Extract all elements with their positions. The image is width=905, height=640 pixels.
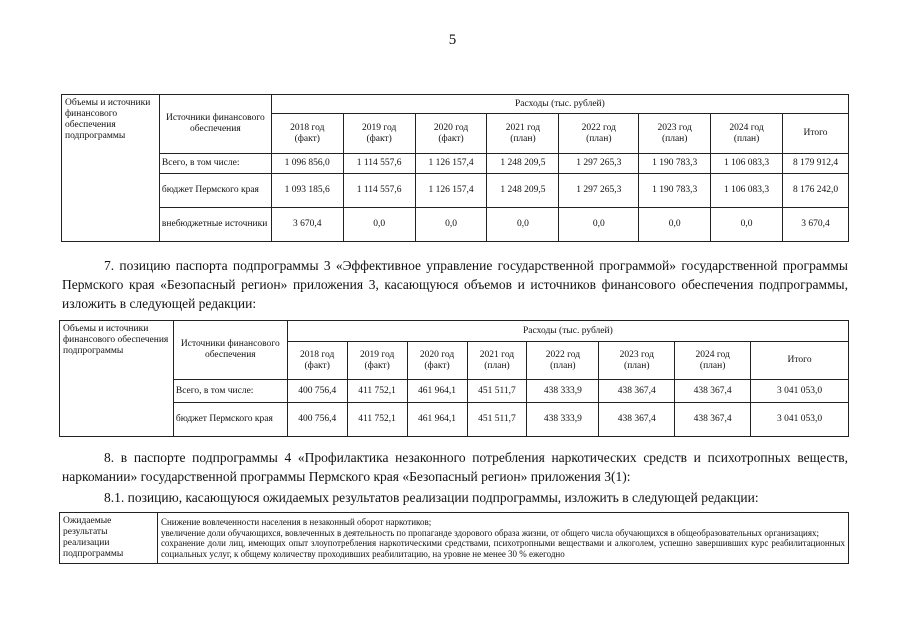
table-cell: 461 964,1 [407,380,467,403]
table-cell: 451 511,7 [467,403,527,437]
paragraph-8-1: 8.1. позицию, касающуюся ожидаемых результатов реализации подпрограммы, изложить в следующей редакции: [104,490,759,505]
table-cell: 0,0 [711,208,783,242]
table1-year-header: 2020 год (факт) [415,114,487,154]
table-cell: 1 106 083,3 [711,174,783,208]
table1-year-header: 2018 год (факт) [271,114,343,154]
table-cell: 438 367,4 [675,380,751,403]
table-cell: 411 752,1 [347,380,407,403]
table-row [60,403,849,437]
table1-year-header: 2022 год (план) [559,114,639,154]
table2-expenses-header: Расходы (тыс. рублей) [287,321,848,342]
table2-row-source: бюджет Пермского края [173,403,287,437]
table-cell: 3 041 053,0 [751,403,849,437]
table-cell: 438 367,4 [675,403,751,437]
table-cell: 1 096 856,0 [271,154,343,174]
page-number: 5 [448,32,457,48]
table2-row-source: Всего, в том числе: [173,380,287,403]
table-cell: 1 190 783,3 [639,174,711,208]
result-line: Снижение вовлеченности населения в незаконный оборот наркотиков; [160,517,432,527]
table1-row-source: Всего, в том числе: [159,154,271,174]
paragraph-7: 7. позицию паспорта подпрограммы 3 «Эффективное управление государственной программой» государственной программы Пермского края «Безопасный регион» приложения 3, касающуюся объемов и источников финансового обеспечения подпрограммы, изложить в следующей редакции: [62,258,848,311]
table2-year-header: 2020 год (факт) [407,342,467,380]
table3-content [157,513,848,564]
table-cell: 0,0 [639,208,711,242]
table-cell: 3 670,4 [271,208,343,242]
table2-year-header: 2023 год (план) [599,342,675,380]
table1-year-header: 2024 год (план) [711,114,783,154]
table3-row-label: Ожидаемые результаты реализации подпрограммы [60,513,158,564]
table-cell: 0,0 [415,208,487,242]
table-cell: 411 752,1 [347,403,407,437]
table-cell: 8 179 912,4 [783,154,849,174]
table1-year-header: 2019 год (факт) [343,114,415,154]
table-cell: 438 333,9 [527,380,599,403]
table-cell: 1 248 209,5 [487,154,559,174]
table1-row-source: внебюджетные источники [159,208,271,242]
table-cell: 0,0 [487,208,559,242]
paragraph-8: 8. в паспорте подпрограммы 4 «Профилактика незаконного потребления наркотических средств и психотропных веществ, наркомании» государственной программы Пермского края «Безопасный регион» приложения 3(1): [62,450,848,484]
table-cell: 451 511,7 [467,380,527,403]
table1-sources-header: Источники финансового обеспечения [159,95,271,154]
table-cell: 3 041 053,0 [751,380,849,403]
table2-year-header: 2022 год (план) [527,342,599,380]
result-line: увеличение доли обучающихся, вовлеченных в деятельность по пропаганде здорового образа жизни, от общего числа обучающихся в общеобразовательных организациях; [160,527,820,538]
table-cell: 1 093 185,6 [271,174,343,208]
table2-row-label: Объемы и источники финансового обеспечения подпрограммы [60,321,174,437]
table-cell: 1 126 157,4 [415,174,487,208]
table2-year-header: 2021 год (план) [467,342,527,380]
financing-table-1 [61,94,849,242]
table2-year-header: 2024 год (план) [675,342,751,380]
financing-table-2 [59,320,849,437]
table1-year-header: 2021 год (план) [487,114,559,154]
table-cell: 438 367,4 [599,380,675,403]
result-line: сохранение доли лиц, имеющих опыт злоупотребления наркотическими средствами, психотропными веществами и алкоголем, успешно завершивших курс реабилитационных социальных услуг, к общему количеству проходивших реабилитацию, на уровне не менее 30 % ежегодно [160,538,845,559]
table-cell: 1 297 265,3 [559,154,639,174]
table-row [62,208,849,242]
table-row [62,154,849,174]
table2-year-header: 2019 год (факт) [347,342,407,380]
table-cell: 1 114 557,6 [343,174,415,208]
table-cell: 400 756,4 [287,403,347,437]
table-cell: 8 176 242,0 [783,174,849,208]
table1-total-header: Итого [783,114,849,154]
table-cell: 400 756,4 [287,380,347,403]
table-cell: 3 670,4 [783,208,849,242]
table-row [60,380,849,403]
table2-year-header: 2018 год (факт) [287,342,347,380]
table-cell: 438 367,4 [599,403,675,437]
table1-expenses-header: Расходы (тыс. рублей) [271,95,848,114]
table-row [62,174,849,208]
table-cell: 1 190 783,3 [639,154,711,174]
table-cell: 0,0 [559,208,639,242]
table-cell: 0,0 [343,208,415,242]
table-cell: 1 114 557,6 [343,154,415,174]
table1-row-label: Объемы и источники финансового обеспечения подпрограммы [62,95,160,242]
table1-row-source: бюджет Пермского края [159,174,271,208]
table-cell: 1 248 209,5 [487,174,559,208]
table2-total-header: Итого [751,342,849,380]
table-cell: 1 297 265,3 [559,174,639,208]
table-cell: 461 964,1 [407,403,467,437]
table-cell: 1 106 083,3 [711,154,783,174]
table1-year-header: 2023 год (план) [639,114,711,154]
table2-sources-header: Источники финансового обеспечения [173,321,287,380]
expected-results-table [59,512,849,564]
table-cell: 1 126 157,4 [415,154,487,174]
table-cell: 438 333,9 [527,403,599,437]
